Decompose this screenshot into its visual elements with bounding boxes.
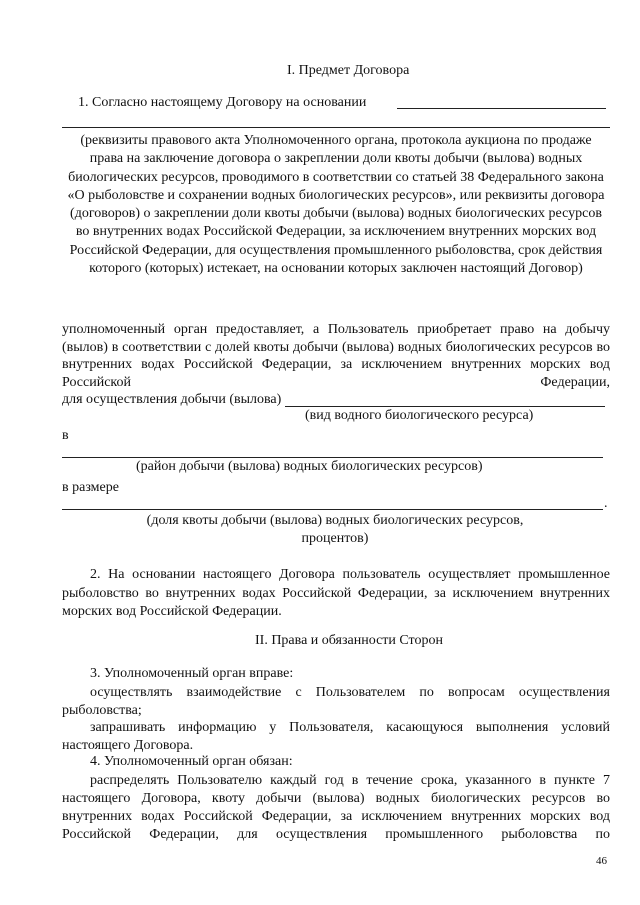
item-2: 2. На основании настоящего Договора пользователь осуществляет промышленное рыболовство во внутренних водах Российской Федерации, за исключением внутренних морских вод Российской Федерации. (62, 567, 610, 619)
note-region: (район добычи (вылова) водных биологических ресурсов) (136, 459, 483, 474)
note-species: (вид водного биологического ресурса) (305, 408, 534, 423)
fill-line (62, 127, 610, 128)
section-2-heading: II. Права и обязанности Сторон (255, 633, 443, 648)
item-4-duty-a: распределять Пользователю каждый год в течение срока, указанного в пункте 7 настоящего Договора, квоту добычи (вылова) водных биологических ресурсов во внутренних водах Российской Федерации, за исключением внутренних морских вод Российской Федерации, для осуществления промышленного рыболовства по (62, 773, 610, 842)
item-3-right-a: осуществлять взаимодействие с Пользователем по вопросам осуществления рыболовства; (62, 685, 610, 718)
item-1-lead: 1. Согласно настоящему Договору на основании (78, 95, 367, 110)
paragraph-grant: уполномоченный орган предоставляет, а Пользователь приобретает право на добычу (вылов) в соответствии с долей квоты добычи (вылова) водных биологических ресурсов во внутренних водах Российской Федерации, за исключением внутренних морских вод Российской Федерации, (62, 322, 610, 390)
in-label: в (62, 428, 69, 443)
page-number: 46 (596, 855, 607, 867)
fill-line (62, 457, 603, 458)
fill-line (397, 108, 606, 109)
size-label: в размере (62, 480, 119, 495)
catch-lead: для осуществления добычи (вылова) (62, 392, 282, 407)
note-quota-share: (доля квоты добычи (вылова) водных биологических ресурсов, процентов) (146, 513, 524, 547)
section-1-heading: I. Предмет Договора (287, 63, 410, 78)
fill-line (62, 509, 603, 510)
period: . (604, 496, 608, 511)
note-legal-act: (реквизиты правового акта Уполномоченного органа, протокола аукциона по продаже права на заключение договора о закреплении доли квоты добычи (вылова) водных биологических ресурсов, проводимого в соответствии со статьей 38 Федерального закона «О рыболовстве и сохранении водных биологических ресурсов», или реквизиты договора (договоров) о закреплении доли квоты добычи (вылова) водных биологических ресурсов во внутренних водах Российской Федерации, за исключением внутренних морских вод Российской Федерации, для осуществления промышленного рыболовства, срок действия которого (которых) истекает, на основании которых заключен настоящий Договор) (67, 133, 605, 277)
item-3-right-b: запрашивать информацию у Пользователя, касающуюся выполнения условий настоящего Договора. (62, 720, 610, 753)
item-3: 3. Уполномоченный орган вправе: (90, 666, 294, 681)
fill-line (285, 406, 605, 407)
item-4: 4. Уполномоченный орган обязан: (90, 754, 293, 769)
